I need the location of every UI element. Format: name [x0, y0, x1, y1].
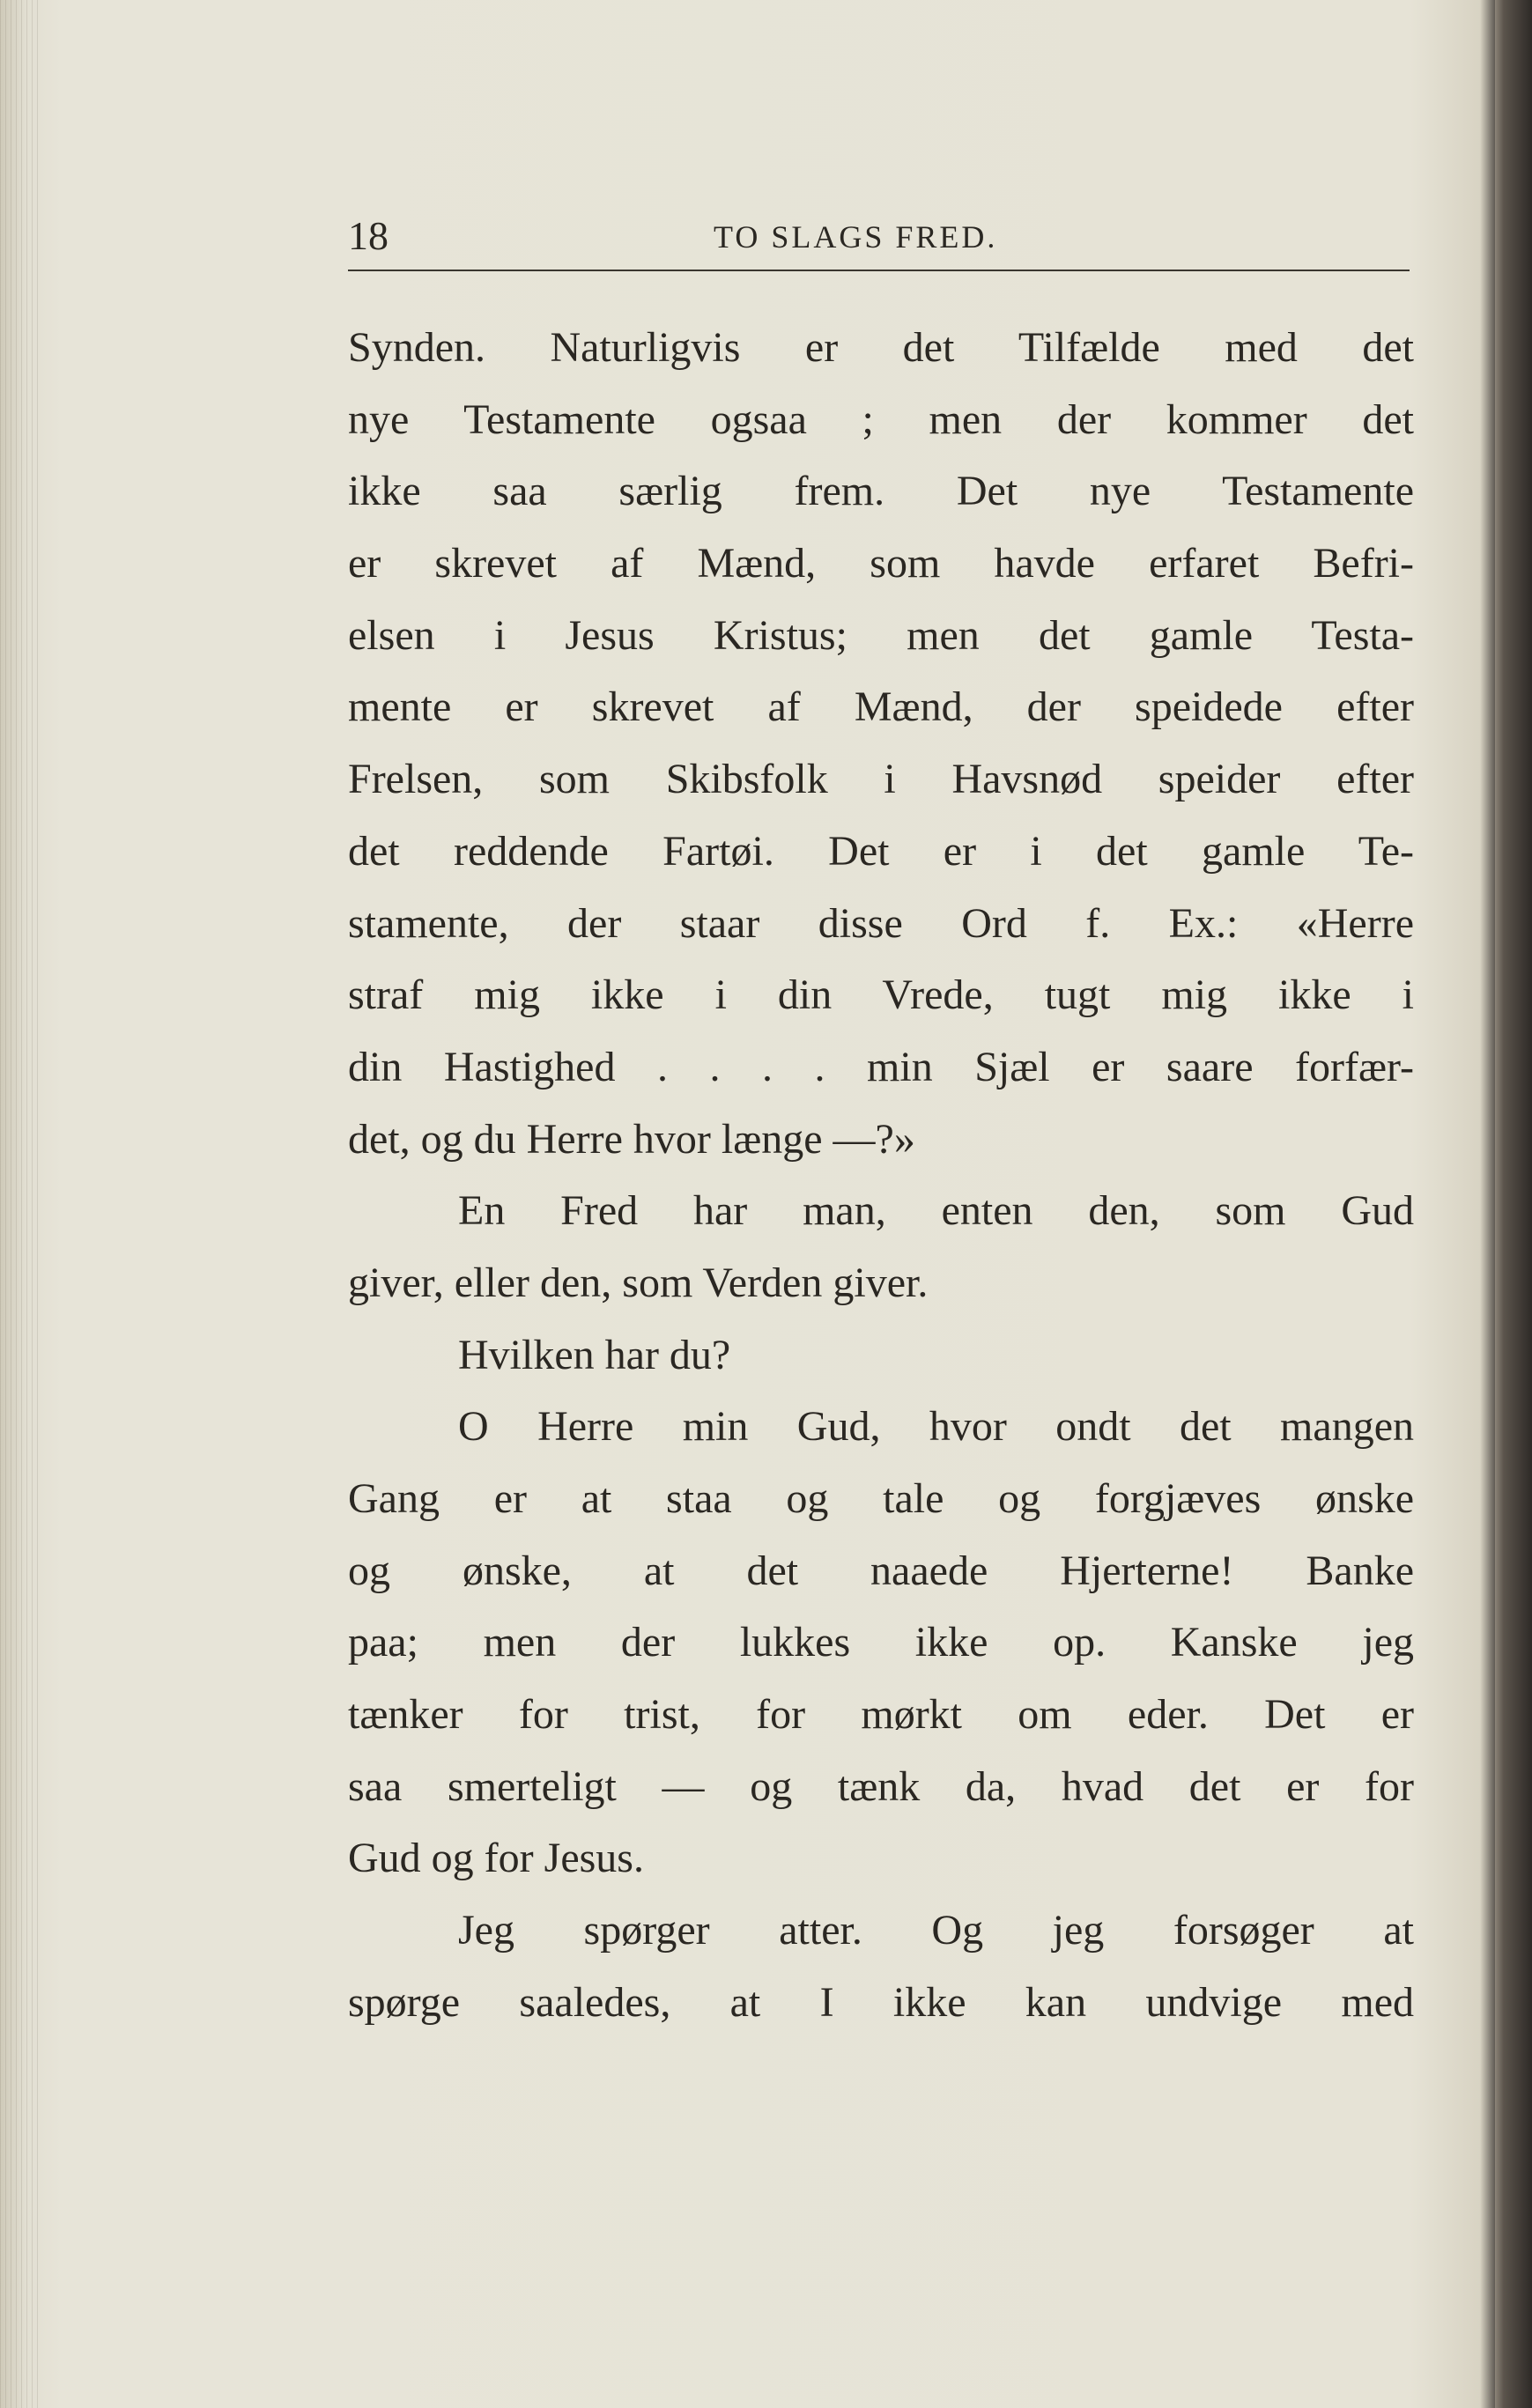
- header-rule: [348, 270, 1410, 271]
- text-line: spørge saaledes, at I ikke kan undvige med: [348, 1978, 1414, 2026]
- text-line: O Herre min Gud, hvor ondt det mangen: [458, 1403, 1414, 1451]
- text-line: ikke saa særlig frem. Det nye Testamente: [348, 468, 1414, 515]
- text-line: En Fred har man, enten den, som Gud: [458, 1187, 1414, 1235]
- running-title: TO SLAGS FRED.: [714, 219, 998, 255]
- text-line: det reddende Fartøi. Det er i det gamle Te-: [348, 827, 1414, 875]
- text-line: straf mig ikke i din Vrede, tugt mig ikke i: [348, 971, 1414, 1019]
- text-line: paa; men der lukkes ikke op. Kanske jeg: [348, 1619, 1414, 1666]
- text-line: stamente, der staar disse Ord f. Ex.: «Herre: [348, 899, 1414, 947]
- text-line: Synden. Naturligvis er det Tilfælde med det: [348, 324, 1414, 371]
- text-line: og ønske, at det naaede Hjerterne! Banke: [348, 1547, 1414, 1594]
- body-text: [348, 312, 1414, 2039]
- page-number: 18: [348, 213, 389, 258]
- text-line: nye Testamente ogsaa ; men der kommer det: [348, 395, 1414, 443]
- text-line: Hvilken har du?: [458, 1331, 731, 1378]
- text-line: giver, eller den, som Verden giver.: [348, 1259, 929, 1306]
- text-line: din Hastighed . . . . min Sjæl er saare forfær-: [348, 1043, 1414, 1090]
- text-line: det, og du Herre hvor længe —?»: [348, 1115, 915, 1163]
- text-line: Gud og for Jesus.: [348, 1835, 644, 1882]
- page-edge-texture: [0, 0, 42, 2408]
- text-line: elsen i Jesus Kristus; men det gamle Testa-: [348, 611, 1414, 659]
- text-line: Gang er at staa og tale og forgjæves ønske: [348, 1475, 1414, 1522]
- page-header: [348, 210, 1410, 262]
- text-line: Jeg spørger atter. Og jeg forsøger at: [458, 1907, 1414, 1954]
- book-spine-shadow: [1495, 0, 1532, 2408]
- text-line: saa smerteligt — og tænk da, hvad det er for: [348, 1762, 1414, 1810]
- text-line: Frelsen, som Skibsfolk i Havsnød speider efter: [348, 756, 1414, 803]
- text-line: tænker for trist, for mørkt om eder. Det er: [348, 1691, 1414, 1739]
- text-line: er skrevet af Mænd, som havde erfaret Befri-: [348, 540, 1414, 587]
- text-line: mente er skrevet af Mænd, der speidede efter: [348, 683, 1414, 731]
